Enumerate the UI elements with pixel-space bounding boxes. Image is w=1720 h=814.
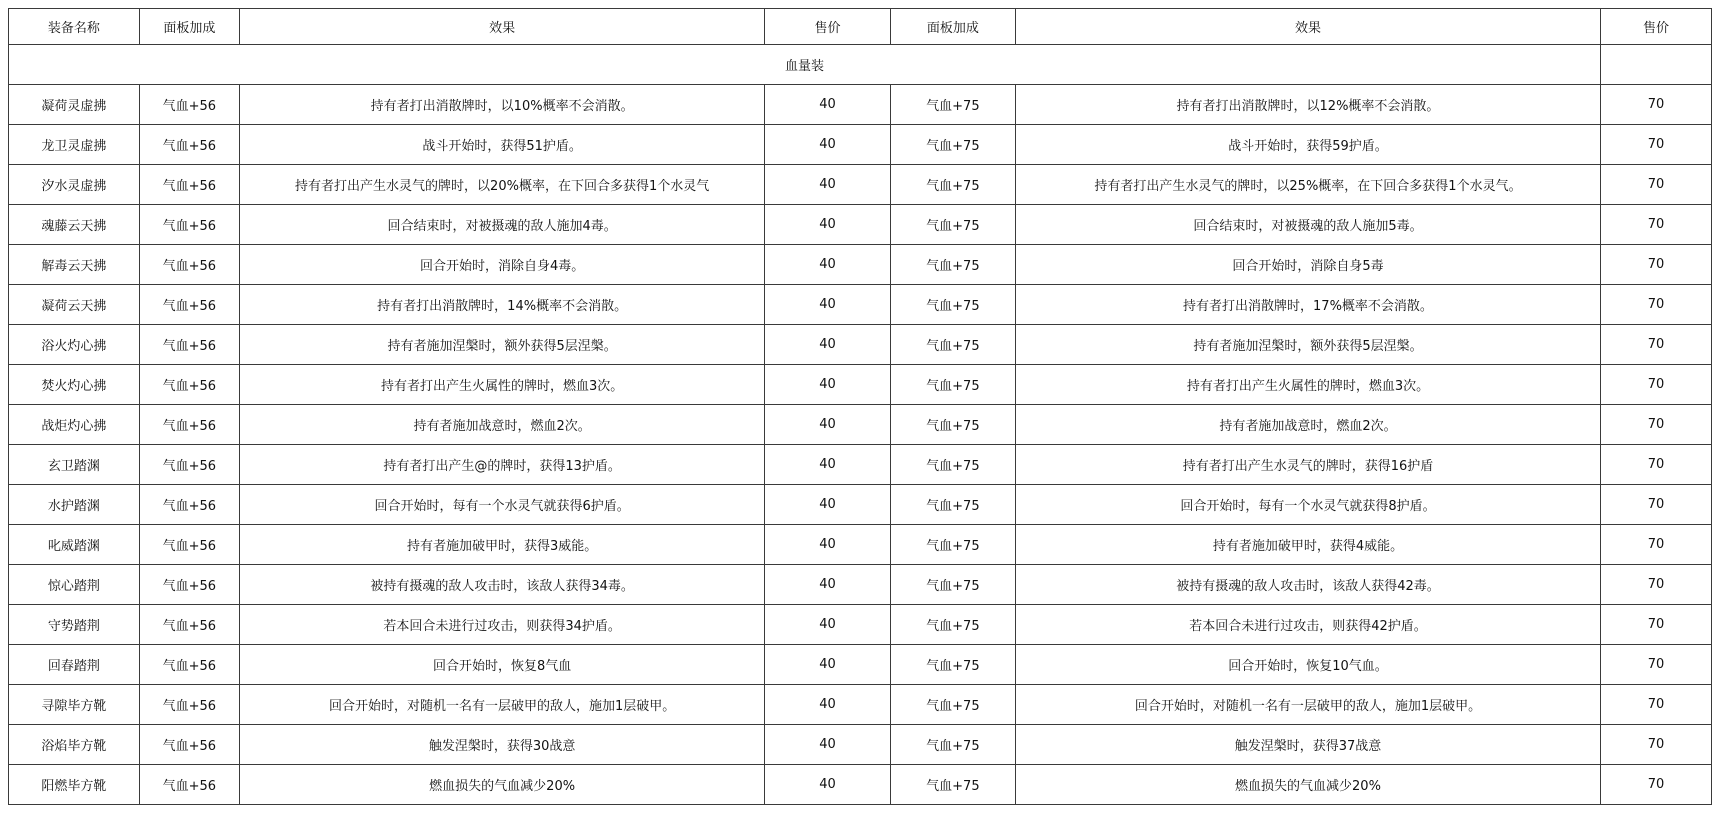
cell-effect: 回合结束时，对被摄魂的敌人施加4毒。 [239, 205, 765, 245]
cell-effect: 持有者打出产生火属性的牌时，燃血3次。 [239, 365, 765, 405]
cell-price: 40 [765, 645, 890, 685]
cell-panel-bonus-upgraded: 气血+75 [890, 605, 1015, 645]
cell-price: 40 [765, 365, 890, 405]
table-row [9, 405, 1712, 445]
cell-panel-bonus: 气血+56 [139, 485, 239, 525]
cell-effect: 回合开始时，对随机一名有一层破甲的敌人，施加1层破甲。 [239, 685, 765, 725]
table-row [9, 205, 1712, 245]
cell-effect-upgraded: 持有者打出产生水灵气的牌时，获得16护盾 [1016, 445, 1601, 485]
cell-panel-bonus: 气血+56 [139, 525, 239, 565]
cell-price: 40 [765, 325, 890, 365]
cell-panel-bonus-upgraded: 气血+75 [890, 485, 1015, 525]
cell-panel-bonus-upgraded: 气血+75 [890, 85, 1015, 125]
table-row [9, 245, 1712, 285]
cell-equipment-name: 回春踏荆 [9, 645, 140, 685]
section-empty-cell [1600, 45, 1711, 85]
table-row [9, 765, 1712, 805]
cell-price-upgraded: 70 [1600, 565, 1711, 605]
cell-effect: 被持有摄魂的敌人攻击时，该敌人获得34毒。 [239, 565, 765, 605]
cell-effect: 持有者施加涅槃时，额外获得5层涅槃。 [239, 325, 765, 365]
cell-price-upgraded: 70 [1600, 525, 1711, 565]
cell-equipment-name: 凝荷灵虚拂 [9, 85, 140, 125]
cell-price-upgraded: 70 [1600, 165, 1711, 205]
cell-price-upgraded: 70 [1600, 765, 1711, 805]
cell-price-upgraded: 70 [1600, 365, 1711, 405]
cell-panel-bonus-upgraded: 气血+75 [890, 125, 1015, 165]
cell-panel-bonus-upgraded: 气血+75 [890, 365, 1015, 405]
cell-equipment-name: 玄卫踏渊 [9, 445, 140, 485]
cell-panel-bonus-upgraded: 气血+75 [890, 645, 1015, 685]
cell-equipment-name: 阳燃毕方靴 [9, 765, 140, 805]
table-row [9, 165, 1712, 205]
header-effect: 效果 [239, 9, 765, 45]
cell-equipment-name: 龙卫灵虚拂 [9, 125, 140, 165]
cell-price: 40 [765, 405, 890, 445]
cell-effect-upgraded: 回合开始时，对随机一名有一层破甲的敌人，施加1层破甲。 [1016, 685, 1601, 725]
cell-panel-bonus-upgraded: 气血+75 [890, 525, 1015, 565]
cell-panel-bonus: 气血+56 [139, 285, 239, 325]
cell-price: 40 [765, 445, 890, 485]
cell-panel-bonus-upgraded: 气血+75 [890, 245, 1015, 285]
cell-equipment-name: 凝荷云天拂 [9, 285, 140, 325]
cell-effect: 回合开始时，消除自身4毒。 [239, 245, 765, 285]
cell-panel-bonus-upgraded: 气血+75 [890, 205, 1015, 245]
cell-price-upgraded: 70 [1600, 125, 1711, 165]
table-row [9, 85, 1712, 125]
cell-equipment-name: 寻隙毕方靴 [9, 685, 140, 725]
cell-panel-bonus: 气血+56 [139, 85, 239, 125]
cell-price-upgraded: 70 [1600, 485, 1711, 525]
cell-equipment-name: 惊心踏荆 [9, 565, 140, 605]
table-row [9, 645, 1712, 685]
cell-panel-bonus: 气血+56 [139, 725, 239, 765]
cell-equipment-name: 焚火灼心拂 [9, 365, 140, 405]
cell-effect-upgraded: 持有者打出产生火属性的牌时，燃血3次。 [1016, 365, 1601, 405]
cell-price-upgraded: 70 [1600, 325, 1711, 365]
header-panel-bonus-upgraded: 面板加成 [890, 9, 1015, 45]
cell-equipment-name: 水护踏渊 [9, 485, 140, 525]
cell-price-upgraded: 70 [1600, 445, 1711, 485]
cell-panel-bonus: 气血+56 [139, 125, 239, 165]
cell-effect-upgraded: 回合结束时，对被摄魂的敌人施加5毒。 [1016, 205, 1601, 245]
cell-price-upgraded: 70 [1600, 605, 1711, 645]
cell-effect-upgraded: 持有者打出消散牌时，17%概率不会消散。 [1016, 285, 1601, 325]
table-row [9, 685, 1712, 725]
cell-equipment-name: 浴焰毕方靴 [9, 725, 140, 765]
cell-price: 40 [765, 525, 890, 565]
cell-panel-bonus-upgraded: 气血+75 [890, 405, 1015, 445]
cell-price: 40 [765, 605, 890, 645]
header-equipment-name: 装备名称 [9, 9, 140, 45]
cell-panel-bonus: 气血+56 [139, 245, 239, 285]
cell-effect-upgraded: 持有者施加破甲时，获得4威能。 [1016, 525, 1601, 565]
cell-panel-bonus-upgraded: 气血+75 [890, 565, 1015, 605]
header-price: 售价 [765, 9, 890, 45]
cell-effect: 回合开始时，恢复8气血 [239, 645, 765, 685]
cell-effect: 持有者打出消散牌时，14%概率不会消散。 [239, 285, 765, 325]
cell-panel-bonus: 气血+56 [139, 645, 239, 685]
table-row [9, 605, 1712, 645]
cell-effect: 若本回合未进行过攻击，则获得34护盾。 [239, 605, 765, 645]
cell-panel-bonus: 气血+56 [139, 765, 239, 805]
cell-effect-upgraded: 持有者打出产生水灵气的牌时，以25%概率，在下回合多获得1个水灵气。 [1016, 165, 1601, 205]
cell-effect-upgraded: 战斗开始时，获得59护盾。 [1016, 125, 1601, 165]
cell-panel-bonus-upgraded: 气血+75 [890, 725, 1015, 765]
cell-effect-upgraded: 回合开始时，消除自身5毒 [1016, 245, 1601, 285]
cell-price: 40 [765, 245, 890, 285]
cell-effect: 持有者打出产生@的牌时，获得13护盾。 [239, 445, 765, 485]
cell-effect-upgraded: 持有者施加涅槃时，额外获得5层涅槃。 [1016, 325, 1601, 365]
cell-effect-upgraded: 触发涅槃时，获得37战意 [1016, 725, 1601, 765]
cell-price-upgraded: 70 [1600, 85, 1711, 125]
cell-panel-bonus: 气血+56 [139, 205, 239, 245]
cell-panel-bonus-upgraded: 气血+75 [890, 285, 1015, 325]
cell-equipment-name: 汐水灵虚拂 [9, 165, 140, 205]
cell-effect: 战斗开始时，获得51护盾。 [239, 125, 765, 165]
cell-price-upgraded: 70 [1600, 285, 1711, 325]
cell-price-upgraded: 70 [1600, 245, 1711, 285]
cell-effect: 燃血损失的气血减少20% [239, 765, 765, 805]
cell-equipment-name: 守势踏荆 [9, 605, 140, 645]
cell-price: 40 [765, 685, 890, 725]
cell-equipment-name: 解毒云天拂 [9, 245, 140, 285]
cell-price: 40 [765, 285, 890, 325]
cell-panel-bonus: 气血+56 [139, 405, 239, 445]
cell-effect: 持有者打出消散牌时，以10%概率不会消散。 [239, 85, 765, 125]
cell-panel-bonus: 气血+56 [139, 565, 239, 605]
cell-equipment-name: 叱威踏渊 [9, 525, 140, 565]
cell-panel-bonus: 气血+56 [139, 165, 239, 205]
table-row [9, 125, 1712, 165]
table-row [9, 365, 1712, 405]
cell-effect-upgraded: 若本回合未进行过攻击，则获得42护盾。 [1016, 605, 1601, 645]
equipment-table [8, 8, 1712, 805]
cell-price-upgraded: 70 [1600, 725, 1711, 765]
cell-effect: 持有者施加破甲时，获得3威能。 [239, 525, 765, 565]
section-title: 血量装 [9, 45, 1601, 85]
cell-effect-upgraded: 回合开始时，每有一个水灵气就获得8护盾。 [1016, 485, 1601, 525]
cell-price: 40 [765, 125, 890, 165]
table-row [9, 725, 1712, 765]
table-row [9, 485, 1712, 525]
cell-price: 40 [765, 85, 890, 125]
cell-equipment-name: 战炬灼心拂 [9, 405, 140, 445]
cell-equipment-name: 浴火灼心拂 [9, 325, 140, 365]
header-panel-bonus: 面板加成 [139, 9, 239, 45]
cell-effect-upgraded: 燃血损失的气血减少20% [1016, 765, 1601, 805]
table-row [9, 285, 1712, 325]
cell-panel-bonus-upgraded: 气血+75 [890, 685, 1015, 725]
cell-panel-bonus: 气血+56 [139, 605, 239, 645]
cell-effect-upgraded: 被持有摄魂的敌人攻击时，该敌人获得42毒。 [1016, 565, 1601, 605]
cell-price: 40 [765, 485, 890, 525]
cell-price-upgraded: 70 [1600, 685, 1711, 725]
cell-effect-upgraded: 持有者施加战意时，燃血2次。 [1016, 405, 1601, 445]
cell-effect: 持有者打出产生水灵气的牌时，以20%概率，在下回合多获得1个水灵气 [239, 165, 765, 205]
cell-panel-bonus-upgraded: 气血+75 [890, 445, 1015, 485]
cell-effect-upgraded: 回合开始时，恢复10气血。 [1016, 645, 1601, 685]
cell-panel-bonus-upgraded: 气血+75 [890, 765, 1015, 805]
cell-price: 40 [765, 725, 890, 765]
table-row [9, 325, 1712, 365]
cell-panel-bonus: 气血+56 [139, 445, 239, 485]
table-row [9, 565, 1712, 605]
cell-price-upgraded: 70 [1600, 205, 1711, 245]
cell-price: 40 [765, 765, 890, 805]
cell-effect-upgraded: 持有者打出消散牌时，以12%概率不会消散。 [1016, 85, 1601, 125]
cell-panel-bonus-upgraded: 气血+75 [890, 165, 1015, 205]
cell-price: 40 [765, 565, 890, 605]
cell-equipment-name: 魂藤云天拂 [9, 205, 140, 245]
cell-price-upgraded: 70 [1600, 645, 1711, 685]
section-row [9, 45, 1712, 85]
table-row [9, 525, 1712, 565]
cell-price: 40 [765, 205, 890, 245]
header-effect-upgraded: 效果 [1016, 9, 1601, 45]
cell-panel-bonus-upgraded: 气血+75 [890, 325, 1015, 365]
cell-effect: 回合开始时，每有一个水灵气就获得6护盾。 [239, 485, 765, 525]
cell-effect: 持有者施加战意时，燃血2次。 [239, 405, 765, 445]
cell-panel-bonus: 气血+56 [139, 365, 239, 405]
header-price-upgraded: 售价 [1600, 9, 1711, 45]
cell-price: 40 [765, 165, 890, 205]
header-row [9, 9, 1712, 45]
cell-panel-bonus: 气血+56 [139, 325, 239, 365]
cell-price-upgraded: 70 [1600, 405, 1711, 445]
cell-panel-bonus: 气血+56 [139, 685, 239, 725]
table-row [9, 445, 1712, 485]
cell-effect: 触发涅槃时，获得30战意 [239, 725, 765, 765]
